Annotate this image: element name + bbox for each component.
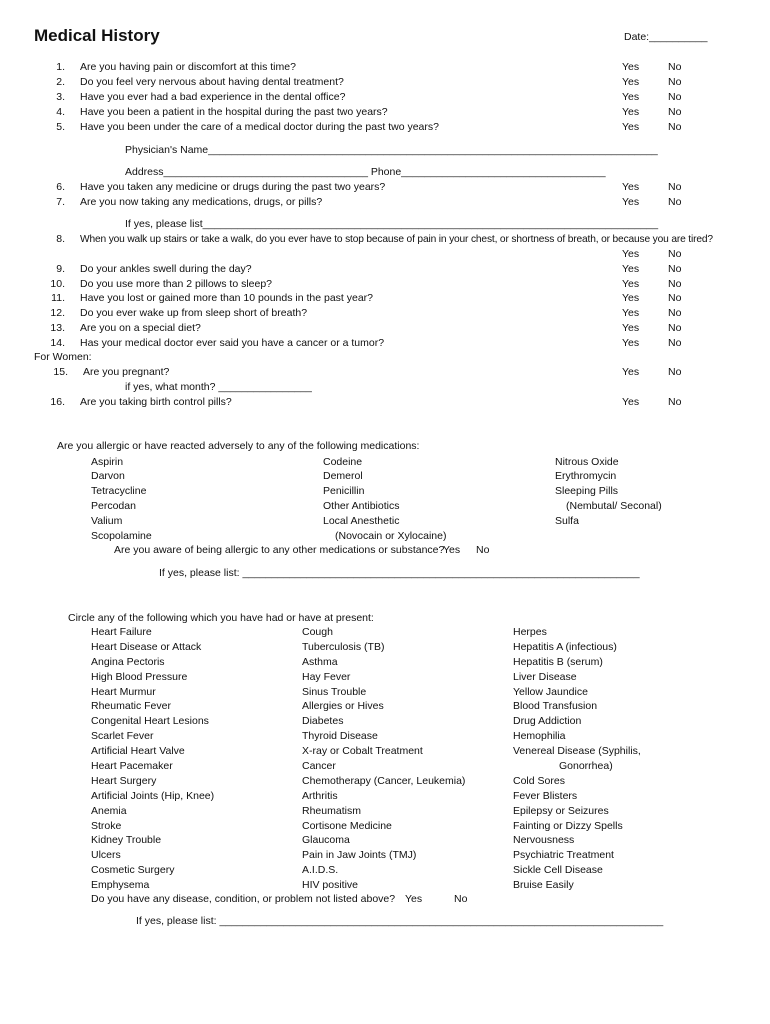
condition-item[interactable]: Ulcers xyxy=(91,849,121,861)
q4-yes[interactable]: Yes xyxy=(622,106,640,118)
condition-item[interactable]: Cosmetic Surgery xyxy=(91,864,175,876)
condition-item[interactable]: Rheumatic Fever xyxy=(91,700,171,712)
q5-text: Have you been under the care of a medical doctor during the past two years? xyxy=(80,121,439,133)
allergy-item-note: (Nembutal/ Seconal) xyxy=(566,500,662,512)
condition-item[interactable]: Herpes xyxy=(513,626,547,638)
allergy-item[interactable]: Nitrous Oxide xyxy=(555,456,619,468)
allergy-heading: Are you allergic or have reacted adversely to any of the following medications: xyxy=(57,440,420,452)
condition-item[interactable]: Congenital Heart Lesions xyxy=(91,715,209,727)
condition-item[interactable]: Heart Failure xyxy=(91,626,152,638)
condition-item[interactable]: Asthma xyxy=(302,656,338,668)
q15-number: 15. xyxy=(53,366,68,378)
other-allergy-question: Are you aware of being allergic to any other medications or substance? xyxy=(114,544,445,556)
condition-item[interactable]: Epilepsy or Seizures xyxy=(513,805,609,817)
medication-list-field[interactable]: If yes, please list______________________________________________________________________________ xyxy=(125,218,659,230)
q16-number: 16. xyxy=(50,396,65,408)
condition-item[interactable]: Pain in Jaw Joints (TMJ) xyxy=(302,849,417,861)
q4-text: Have you been a patient in the hospital during the past two years? xyxy=(80,106,388,118)
q9-text: Do your ankles swell during the day? xyxy=(80,263,252,275)
condition-item[interactable]: Sickle Cell Disease xyxy=(513,864,603,876)
physician-name-field[interactable]: Physician's Name_____________________________________________________________________________ xyxy=(125,144,658,156)
condition-item[interactable]: Tuberculosis (TB) xyxy=(302,641,385,653)
q2-text: Do you feel very nervous about having dental treatment? xyxy=(80,76,344,88)
condition-item[interactable]: Psychiatric Treatment xyxy=(513,849,614,861)
q1-number: 1. xyxy=(56,61,65,73)
q11-no[interactable]: No xyxy=(668,292,682,304)
allergy-item[interactable]: Aspirin xyxy=(91,456,124,468)
condition-item[interactable]: Hay Fever xyxy=(302,671,351,683)
condition-item[interactable]: Emphysema xyxy=(91,879,150,891)
condition-item[interactable]: Heart Disease or Attack xyxy=(91,641,202,653)
condition-item[interactable]: Angina Pectoris xyxy=(91,656,165,668)
q8-yes[interactable]: Yes xyxy=(622,248,640,260)
condition-item[interactable]: Allergies or Hives xyxy=(302,700,384,712)
q16-yes[interactable]: Yes xyxy=(622,396,640,408)
q10-text: Do you use more than 2 pillows to sleep? xyxy=(80,278,273,290)
condition-item[interactable]: Heart Surgery xyxy=(91,775,157,787)
other-allergy-no[interactable]: No xyxy=(476,544,490,556)
condition-item[interactable]: Drug Addiction xyxy=(513,715,582,727)
allergy-item[interactable]: Tetracycline xyxy=(91,485,147,497)
q14-no[interactable]: No xyxy=(668,337,682,349)
q15-yes[interactable]: Yes xyxy=(622,366,640,378)
condition-item[interactable]: Fainting or Dizzy Spells xyxy=(513,820,623,832)
q7-no[interactable]: No xyxy=(668,196,682,208)
condition-item[interactable]: Hemophilia xyxy=(513,730,566,742)
other-condition-no[interactable]: No xyxy=(454,893,468,905)
allergy-item[interactable]: Codeine xyxy=(323,456,363,468)
allergy-item[interactable]: Local Anesthetic xyxy=(323,515,400,527)
q9-number: 9. xyxy=(56,263,65,275)
q14-yes[interactable]: Yes xyxy=(622,337,640,349)
q5-yes[interactable]: Yes xyxy=(622,121,640,133)
condition-item[interactable]: Liver Disease xyxy=(513,671,577,683)
q8-number: 8. xyxy=(56,233,65,245)
pregnancy-month-field[interactable]: if yes, what month? ________________ xyxy=(125,381,312,393)
q7-number: 7. xyxy=(56,196,65,208)
q8-text: When you walk up stairs or take a walk, do you ever have to stop because of pain in your chest, or shortness of breath, or because you are tired? xyxy=(80,234,713,245)
q11-yes[interactable]: Yes xyxy=(622,292,640,304)
condition-item[interactable]: Cough xyxy=(302,626,333,638)
q11-text: Have you lost or gained more than 10 pounds in the past year? xyxy=(80,292,374,304)
q1-text: Are you having pain or discomfort at this time? xyxy=(80,61,296,73)
condition-item[interactable]: X-ray or Cobalt Treatment xyxy=(302,745,423,757)
condition-item[interactable]: Chemotherapy (Cancer, Leukemia) xyxy=(302,775,466,787)
condition-item[interactable]: Cortisone Medicine xyxy=(302,820,392,832)
condition-item[interactable]: Rheumatism xyxy=(302,805,361,817)
condition-item-continued: Gonorrhea) xyxy=(559,760,613,772)
q6-text: Have you taken any medicine or drugs during the past two years? xyxy=(80,181,386,193)
condition-item[interactable]: Cold Sores xyxy=(513,775,565,787)
condition-item[interactable]: Venereal Disease (Syphilis, xyxy=(513,745,641,757)
allergy-item[interactable]: Penicillin xyxy=(323,485,365,497)
other-condition-question: Do you have any disease, condition, or problem not listed above? xyxy=(91,893,396,905)
q14-text: Has your medical doctor ever said you have a cancer or a tumor? xyxy=(80,337,385,349)
allergy-item[interactable]: Valium xyxy=(91,515,123,527)
condition-item[interactable]: Hepatitis B (serum) xyxy=(513,656,603,668)
q15-text: Are you pregnant? xyxy=(83,366,170,378)
condition-item[interactable]: Heart Pacemaker xyxy=(91,760,173,772)
q3-no[interactable]: No xyxy=(668,91,682,103)
q10-no[interactable]: No xyxy=(668,278,682,290)
condition-item[interactable]: Glaucoma xyxy=(302,834,350,846)
condition-item[interactable]: Stroke xyxy=(91,820,122,832)
q3-number: 3. xyxy=(56,91,65,103)
q13-yes[interactable]: Yes xyxy=(622,322,640,334)
condition-item[interactable]: Thyroid Disease xyxy=(302,730,378,742)
q6-no[interactable]: No xyxy=(668,181,682,193)
condition-item[interactable]: HIV positive xyxy=(302,879,359,891)
q7-yes[interactable]: Yes xyxy=(622,196,640,208)
other-allergy-yes[interactable]: Yes xyxy=(443,544,461,556)
condition-item[interactable]: Hepatitis A (infectious) xyxy=(513,641,617,653)
q15-no[interactable]: No xyxy=(668,366,682,378)
q5-number: 5. xyxy=(56,121,65,133)
allergy-item[interactable]: Percodan xyxy=(91,500,136,512)
condition-item[interactable]: Sinus Trouble xyxy=(302,686,367,698)
condition-item[interactable]: Kidney Trouble xyxy=(91,834,162,846)
q1-no[interactable]: No xyxy=(668,61,682,73)
q12-yes[interactable]: Yes xyxy=(622,307,640,319)
q2-number: 2. xyxy=(56,76,65,88)
allergy-item[interactable]: Sleeping Pills xyxy=(555,485,619,497)
q13-text: Are you on a special diet? xyxy=(80,322,201,334)
condition-item[interactable]: Yellow Jaundice xyxy=(513,686,588,698)
q10-number: 10. xyxy=(50,278,65,290)
allergy-item-note: (Novocain or Xylocaine) xyxy=(335,530,447,542)
condition-list-field[interactable]: If yes, please list: ____________________________________________________________________________ xyxy=(136,915,664,927)
q9-yes[interactable]: Yes xyxy=(622,263,640,275)
q11-number: 11. xyxy=(51,292,65,304)
q7-text: Are you now taking any medications, drugs, or pills? xyxy=(80,196,323,208)
q3-text: Have you ever had a bad experience in the dental office? xyxy=(80,91,346,103)
q12-text: Do you ever wake up from sleep short of breath? xyxy=(80,307,308,319)
q6-number: 6. xyxy=(56,181,65,193)
q13-no[interactable]: No xyxy=(668,322,682,334)
allergy-item[interactable]: Demerol xyxy=(323,470,363,482)
condition-item[interactable]: Nervousness xyxy=(513,834,575,846)
q14-number: 14. xyxy=(50,337,65,349)
condition-item[interactable]: Diabetes xyxy=(302,715,344,727)
conditions-heading: Circle any of the following which you have had or have at present: xyxy=(68,612,374,624)
condition-item[interactable]: Heart Murmur xyxy=(91,686,156,698)
q4-no[interactable]: No xyxy=(668,106,682,118)
q4-number: 4. xyxy=(56,106,65,118)
address-phone-field[interactable]: Address___________________________________ Phone___________________________________ xyxy=(125,166,606,178)
condition-item[interactable]: Arthritis xyxy=(302,790,338,802)
date-field[interactable]: Date:__________ xyxy=(624,31,708,43)
allergy-item[interactable]: Scopolamine xyxy=(91,530,152,542)
condition-item[interactable]: Scarlet Fever xyxy=(91,730,154,742)
allergy-item[interactable]: Other Antibiotics xyxy=(323,500,400,512)
q16-text: Are you taking birth control pills? xyxy=(80,396,232,408)
q16-no[interactable]: No xyxy=(668,396,682,408)
condition-item[interactable]: A.I.D.S. xyxy=(302,864,339,876)
q13-number: 13. xyxy=(50,322,65,334)
q9-no[interactable]: No xyxy=(668,263,682,275)
page-title: Medical History xyxy=(34,26,160,45)
q8-no[interactable]: No xyxy=(668,248,682,260)
q1-yes[interactable]: Yes xyxy=(622,61,640,73)
for-women-heading: For Women: xyxy=(34,351,92,363)
condition-item[interactable]: Fever Blisters xyxy=(513,790,578,802)
q5-no[interactable]: No xyxy=(668,121,682,133)
allergy-item[interactable]: Erythromycin xyxy=(555,470,617,482)
q6-yes[interactable]: Yes xyxy=(622,181,640,193)
condition-item[interactable]: Blood Transfusion xyxy=(513,700,598,712)
condition-item[interactable]: Bruise Easily xyxy=(513,879,574,891)
allergy-item[interactable]: Darvon xyxy=(91,470,125,482)
q2-no[interactable]: No xyxy=(668,76,682,88)
condition-item[interactable]: Artificial Heart Valve xyxy=(91,745,185,757)
condition-item[interactable]: Artificial Joints (Hip, Knee) xyxy=(91,790,215,802)
q10-yes[interactable]: Yes xyxy=(622,278,640,290)
other-condition-yes[interactable]: Yes xyxy=(405,893,423,905)
q3-yes[interactable]: Yes xyxy=(622,91,640,103)
condition-item[interactable]: Cancer xyxy=(302,760,336,772)
allergy-item[interactable]: Sulfa xyxy=(555,515,579,527)
q12-number: 12. xyxy=(50,307,65,319)
condition-item[interactable]: Anemia xyxy=(91,805,127,817)
q2-yes[interactable]: Yes xyxy=(622,76,640,88)
condition-item[interactable]: High Blood Pressure xyxy=(91,671,188,683)
allergy-list-field[interactable]: If yes, please list: ____________________________________________________________________ xyxy=(159,567,640,579)
q12-no[interactable]: No xyxy=(668,307,682,319)
